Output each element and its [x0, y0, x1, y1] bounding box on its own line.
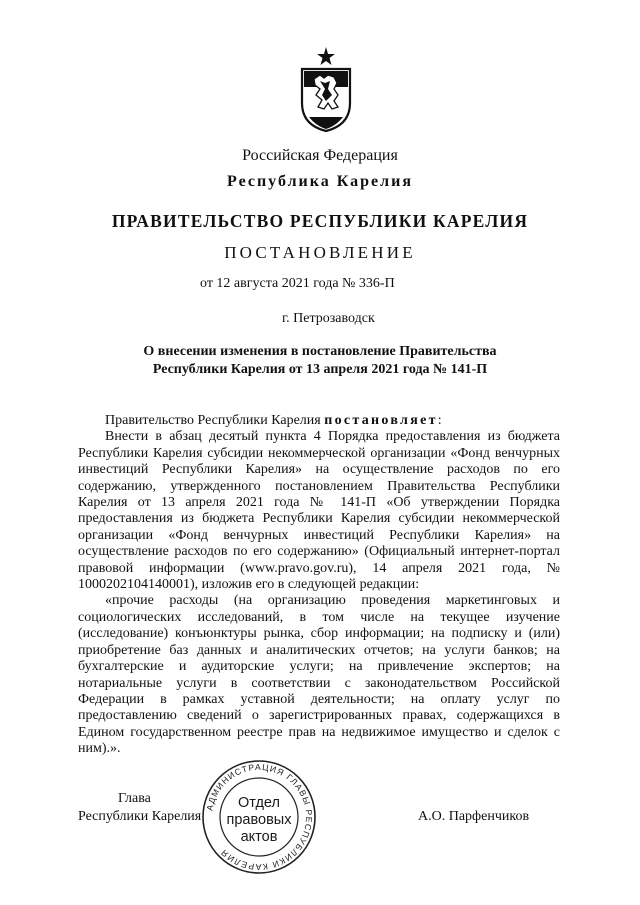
- document-body: [78, 413, 560, 758]
- document-date-number: от 12 августа 2021 года № 336-П: [200, 276, 395, 291]
- document-city: г. Петрозаводск: [282, 311, 375, 326]
- country-name: Российская Федерация: [242, 147, 398, 164]
- karelia-coat-of-arms-icon: [298, 45, 354, 133]
- stamp-line-2: правовых: [226, 812, 292, 828]
- intro-paragraph: [78, 413, 560, 429]
- intro-verb: постановляет: [324, 413, 438, 428]
- official-stamp: [200, 758, 318, 876]
- stamp-ring-text: АДМИНИСТРАЦИЯ ГЛАВЫ РЕСПУБЛИКИ КАРЕЛИЯ: [204, 761, 315, 873]
- signatory-title-line-2: Республики Карелия: [78, 809, 202, 824]
- signatory-name: А.О. Парфенчиков: [418, 809, 530, 824]
- government-name: ПРАВИТЕЛЬСТВО РЕСПУБЛИКИ КАРЕЛИЯ: [111, 211, 529, 231]
- stamp-line-3: актов: [240, 829, 278, 845]
- subject-line-1: О внесении изменения в постановление Правительства: [143, 344, 497, 359]
- republic-name: Республика Карелия: [227, 173, 413, 190]
- signatory-title-line-1: Глава: [118, 791, 151, 806]
- body-paragraph-2: «прочие расходы (на организацию проведения маркетинговых и социологических исследований, в том числе на текущее изучение (исследование) конъюнктуры рынка, сбор информации; на подписку и (или) приобретение баз данных и аналитических отчетов; на услуги банков; на бухгалтерские и аудиторские услуги; на привлечение экспертов; на нотариальные услуги в соответствии с законодательством Российской Федерации в рамках уставной деятельности; на оплату услуг по предоставлению сведений о зарегистрированных правах, содержащихся в Едином государственном реестре прав на недвижимое имущество и сделок с ним).».: [78, 593, 560, 757]
- intro-suffix: :: [437, 413, 442, 428]
- subject-line-2: Республики Карелия от 13 апреля 2021 года № 141-П: [152, 362, 488, 377]
- intro-prefix: Правительство Республики Карелия: [105, 413, 325, 428]
- stamp-line-1: Отдел: [238, 795, 280, 811]
- body-paragraph-1: Внести в абзац десятый пункта 4 Порядка предоставления из бюджета Республики Карелия субсидии некоммерческой организации «Фонд венчурных инвестиций Республики Карелия» на осуществление расходов по его содержанию, утвержденного постановлением Правительства Республики Карелия от 13 апреля 2021 года № 141-П «Об утверждении Порядка предоставления из бюджета Республики Карелия субсидии некоммерческой организации «Фонд венчурных инвестиций Республики Карелия» на осуществление расходов по его содержанию» (Официальный интернет-портал правовой информации (www.pravo.gov.ru), 14 апреля 2021 года, № 1000202104140001), изложив его в следующей редакции:: [78, 429, 560, 593]
- document-subject: [0, 343, 640, 379]
- document-type: ПОСТАНОВЛЕНИЕ: [224, 243, 416, 262]
